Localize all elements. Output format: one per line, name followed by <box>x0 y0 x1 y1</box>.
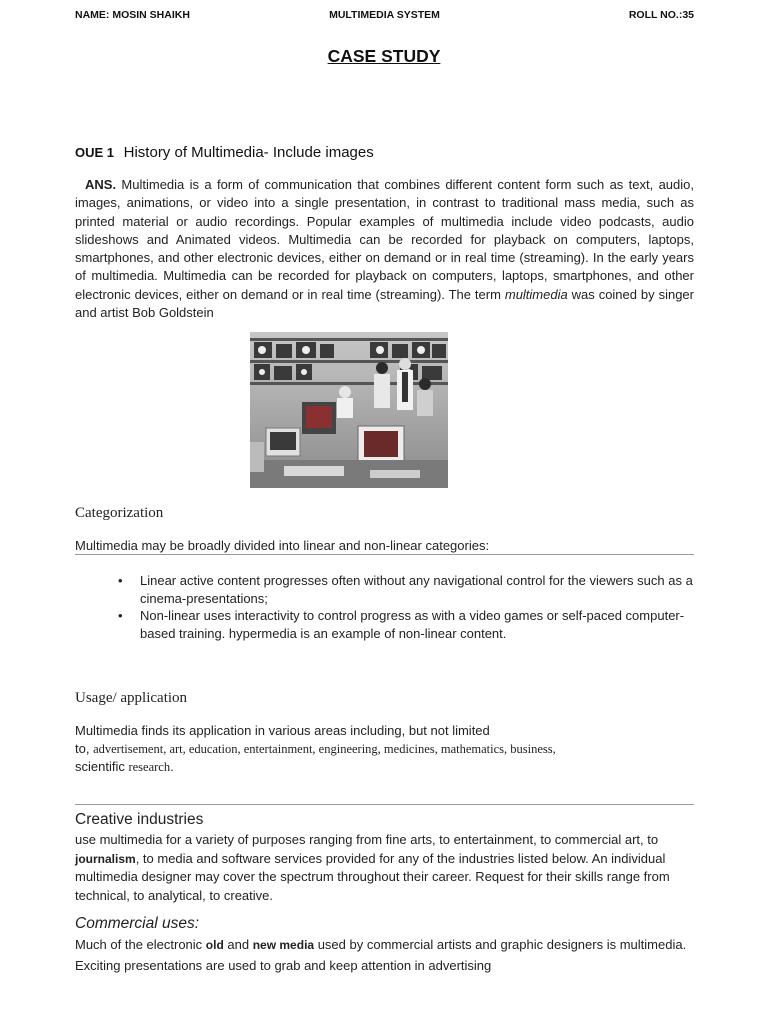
usage-line-3-suffix: . <box>170 759 174 774</box>
page-title: CASE STUDY <box>327 46 441 66</box>
usage-line-3 <box>75 758 694 776</box>
usage-line-2 <box>75 740 694 758</box>
categorization-list <box>118 572 694 642</box>
section-divider <box>75 804 694 805</box>
creative-industries-heading: Creative industries <box>75 811 204 828</box>
usage-heading: Usage/ application <box>75 690 188 706</box>
historic-computer-lab-photo <box>250 332 448 488</box>
categorization-heading: Categorization <box>75 505 164 521</box>
question-heading <box>75 144 374 161</box>
usage-line-1: Multimedia finds its application in various areas including, but not limited <box>75 723 490 738</box>
old-media-term: old <box>205 938 224 952</box>
usage-research-term: research <box>128 760 171 774</box>
list-item: • Linear active content progresses often without any navigational control for the viewers such as a cinema-presentations; <box>118 572 694 607</box>
answer-paragraph <box>75 176 694 322</box>
commercial-text-a: Much of the electronic <box>75 937 206 952</box>
answer-text-a: Multimedia is a form of communication that combines different content form such as text, audio, images, animations, or video into a single presentation, in contrast to traditional mass media, such as printed material or audio recordings. Popular examples of multimedia include video podcasts, audio slideshows and Animated videos. Multimedia can be recorded for playback on computers, laptops, smartphones, and other electronic devices, either on demand or in real time (streaming). In the early years of multimedia. Multimedia can be recorded for playback on computers, laptops, smartphones, and other electronic devices, either on demand or in real time (streaming). The term <box>75 177 694 302</box>
categorization-intro: Multimedia may be broadly divided into linear and non-linear categories: <box>75 538 490 553</box>
usage-line-2-prefix: to, <box>75 741 94 756</box>
new-media-term: new media <box>252 938 315 952</box>
creative-text-b: , to media and software services provided for any of the industries listed below. An individual multimedia designer may cover the spectrum throughout their career. Request for their skills range from technical, to analytical, to creative. <box>75 850 670 904</box>
creative-industries-paragraph <box>75 831 694 906</box>
student-name: NAME: MOSIN SHAIKH <box>75 9 190 21</box>
list-item: • Non-linear uses interactivity to control progress as with a video games or self-paced computer-based training. hypermedia is an example of non-linear content. <box>118 607 694 642</box>
question-text: History of Multimedia- Include images <box>123 144 374 161</box>
creative-text-a: use multimedia for a variety of purposes ranging from fine arts, to entertainment, to commercial art, to <box>75 832 659 847</box>
usage-paragraph <box>75 722 694 776</box>
roll-number: ROLL NO.:35 <box>628 9 694 21</box>
answer-term: multimedia <box>504 286 568 302</box>
usage-application-terms: advertisement, art, education, entertainment, engineering, medicines, mathematics, business, <box>93 742 556 756</box>
page-header <box>75 9 694 23</box>
usage-line-3-prefix: scientific <box>75 759 129 774</box>
commercial-uses-paragraph <box>75 935 694 975</box>
subject-name: MULTIMEDIA SYSTEM <box>329 9 440 21</box>
commercial-text-b: and <box>223 937 253 952</box>
answer-label: ANS. <box>85 177 117 192</box>
commercial-text-c: used by commercial artists and graphic designers is multimedia. Exciting presentations are used to grab and keep attention in advertising <box>75 937 687 973</box>
journalism-term: journalism <box>75 851 136 866</box>
section-divider <box>75 554 694 555</box>
commercial-uses-heading: Commercial uses: <box>75 915 200 932</box>
answer-text-b: was coined by singer and artist Bob Goldstein <box>75 286 694 321</box>
question-number: OUE 1 <box>75 145 115 160</box>
